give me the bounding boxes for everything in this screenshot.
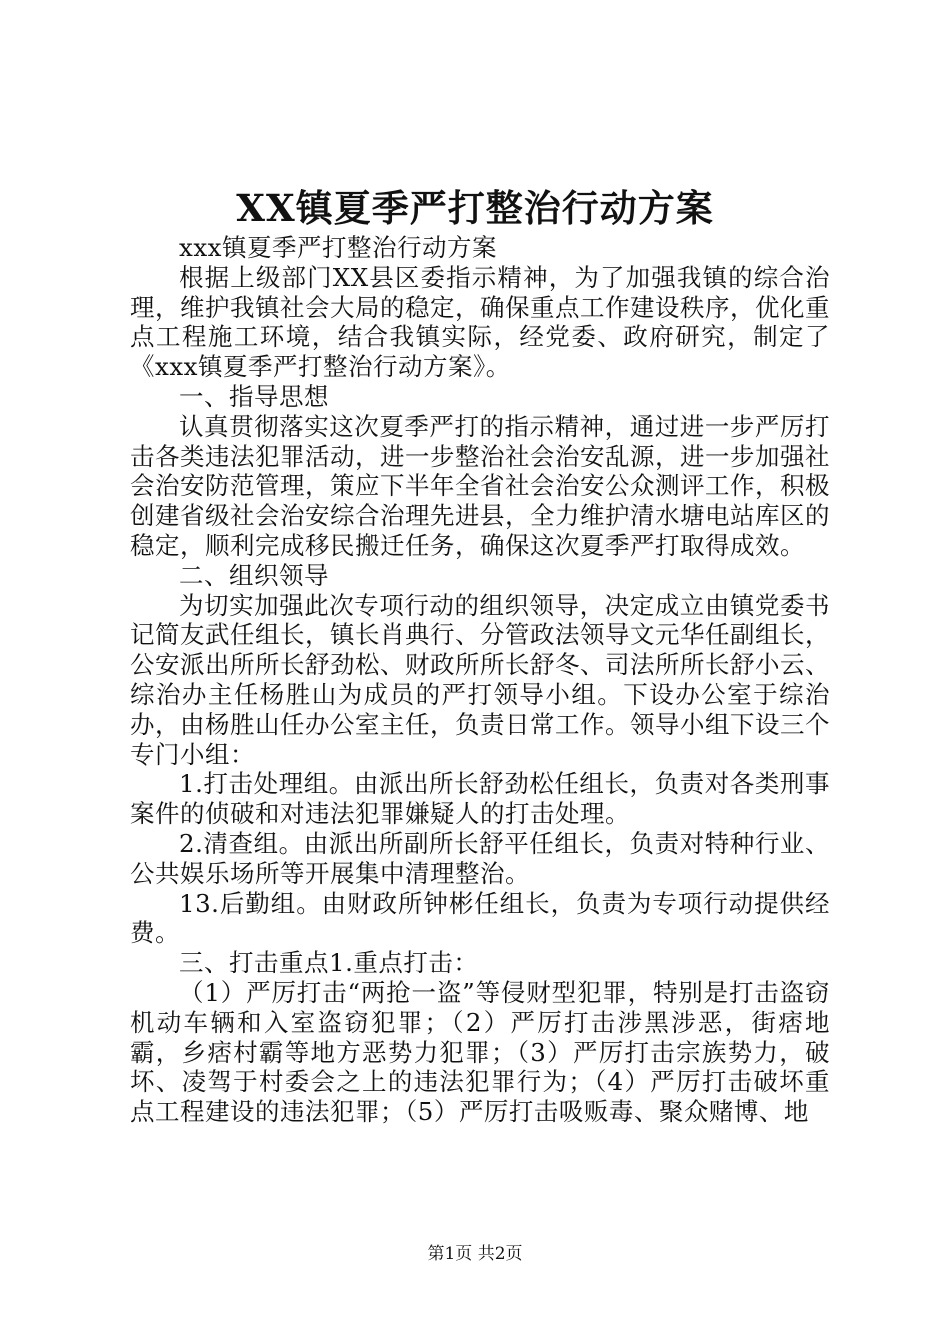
list-item-inspection-group: 2.清查组。由派出所副所长舒平任组长，负责对特种行业、公共娱乐场所等开展集中清理整治。 — [130, 828, 830, 888]
section-heading-guiding-thought: 一、指导思想 — [179, 381, 329, 411]
section-heading-key-targets: 三、打击重点1.重点打击： — [179, 948, 479, 978]
list-item-strike-group: 1.打击处理组。由派出所长舒劲松任组长，负责对各类刑事案件的侦破和对违法犯罪嫌疑人的打击处理。 — [130, 769, 830, 829]
page-footer: 第1页 共2页 — [427, 1244, 523, 1264]
section-heading-organization: 二、组织领导 — [179, 560, 329, 590]
document-body — [130, 233, 830, 1127]
paragraph-key-targets: （1）严厉打击“两抢一盗”等侵财型犯罪，特别是打击盗窃机动车辆和入室盗窃犯罪；（2）严厉打击涉黑涉恶，街痞地霸，乡痞村霸等地方恶势力犯罪；（3）严厉打击宗族势力，破坏、凌驾于村委会之上的违法犯罪行为；（4）严厉打击破坏重点工程建设的违法犯罪；（5）严厉打击吸贩毒、聚众赌博、地 — [130, 977, 830, 1127]
paragraph-organization: 为切实加强此次专项行动的组织领导，决定成立由镇党委书记简友武任组长，镇长肖典行、分管政法领导文元华任副组长，公安派出所所长舒劲松、财政所所长舒冬、司法所所长舒小云、综治办主任杨胜山为成员的严打领导小组。下设办公室于综治办，由杨胜山任办公室主任，负责日常工作。领导小组下设三个专门小组： — [130, 590, 830, 769]
paragraph-subtitle: xxx镇夏季严打整治行动方案 — [179, 233, 497, 262]
paragraph-guiding-thought: 认真贯彻落实这次夏季严打的指示精神，通过进一步严厉打击各类违法犯罪活动，进一步整治社会治安乱源，进一步加强社会治安防范管理，策应下半年全省社会治安公众测评工作，积极创建省级社会治安综合治理先进县，全力维护清水塘电站库区的稳定，顺利完成移民搬迁任务，确保这次夏季严打取得成效。 — [130, 411, 830, 560]
list-item-logistics-group: 13.后勤组。由财政所钟彬任组长，负责为专项行动提供经费。 — [130, 888, 830, 948]
document-title: XX镇夏季严打整治行动方案 — [236, 186, 714, 230]
paragraph-intro: 根据上级部门XX县区委指示精神，为了加强我镇的综合治理，维护我镇社会大局的稳定，确保重点工作建设秩序，优化重点工程施工环境，结合我镇实际，经党委、政府研究，制定了《xxx镇夏季严打整治行动方案》。 — [130, 262, 830, 382]
